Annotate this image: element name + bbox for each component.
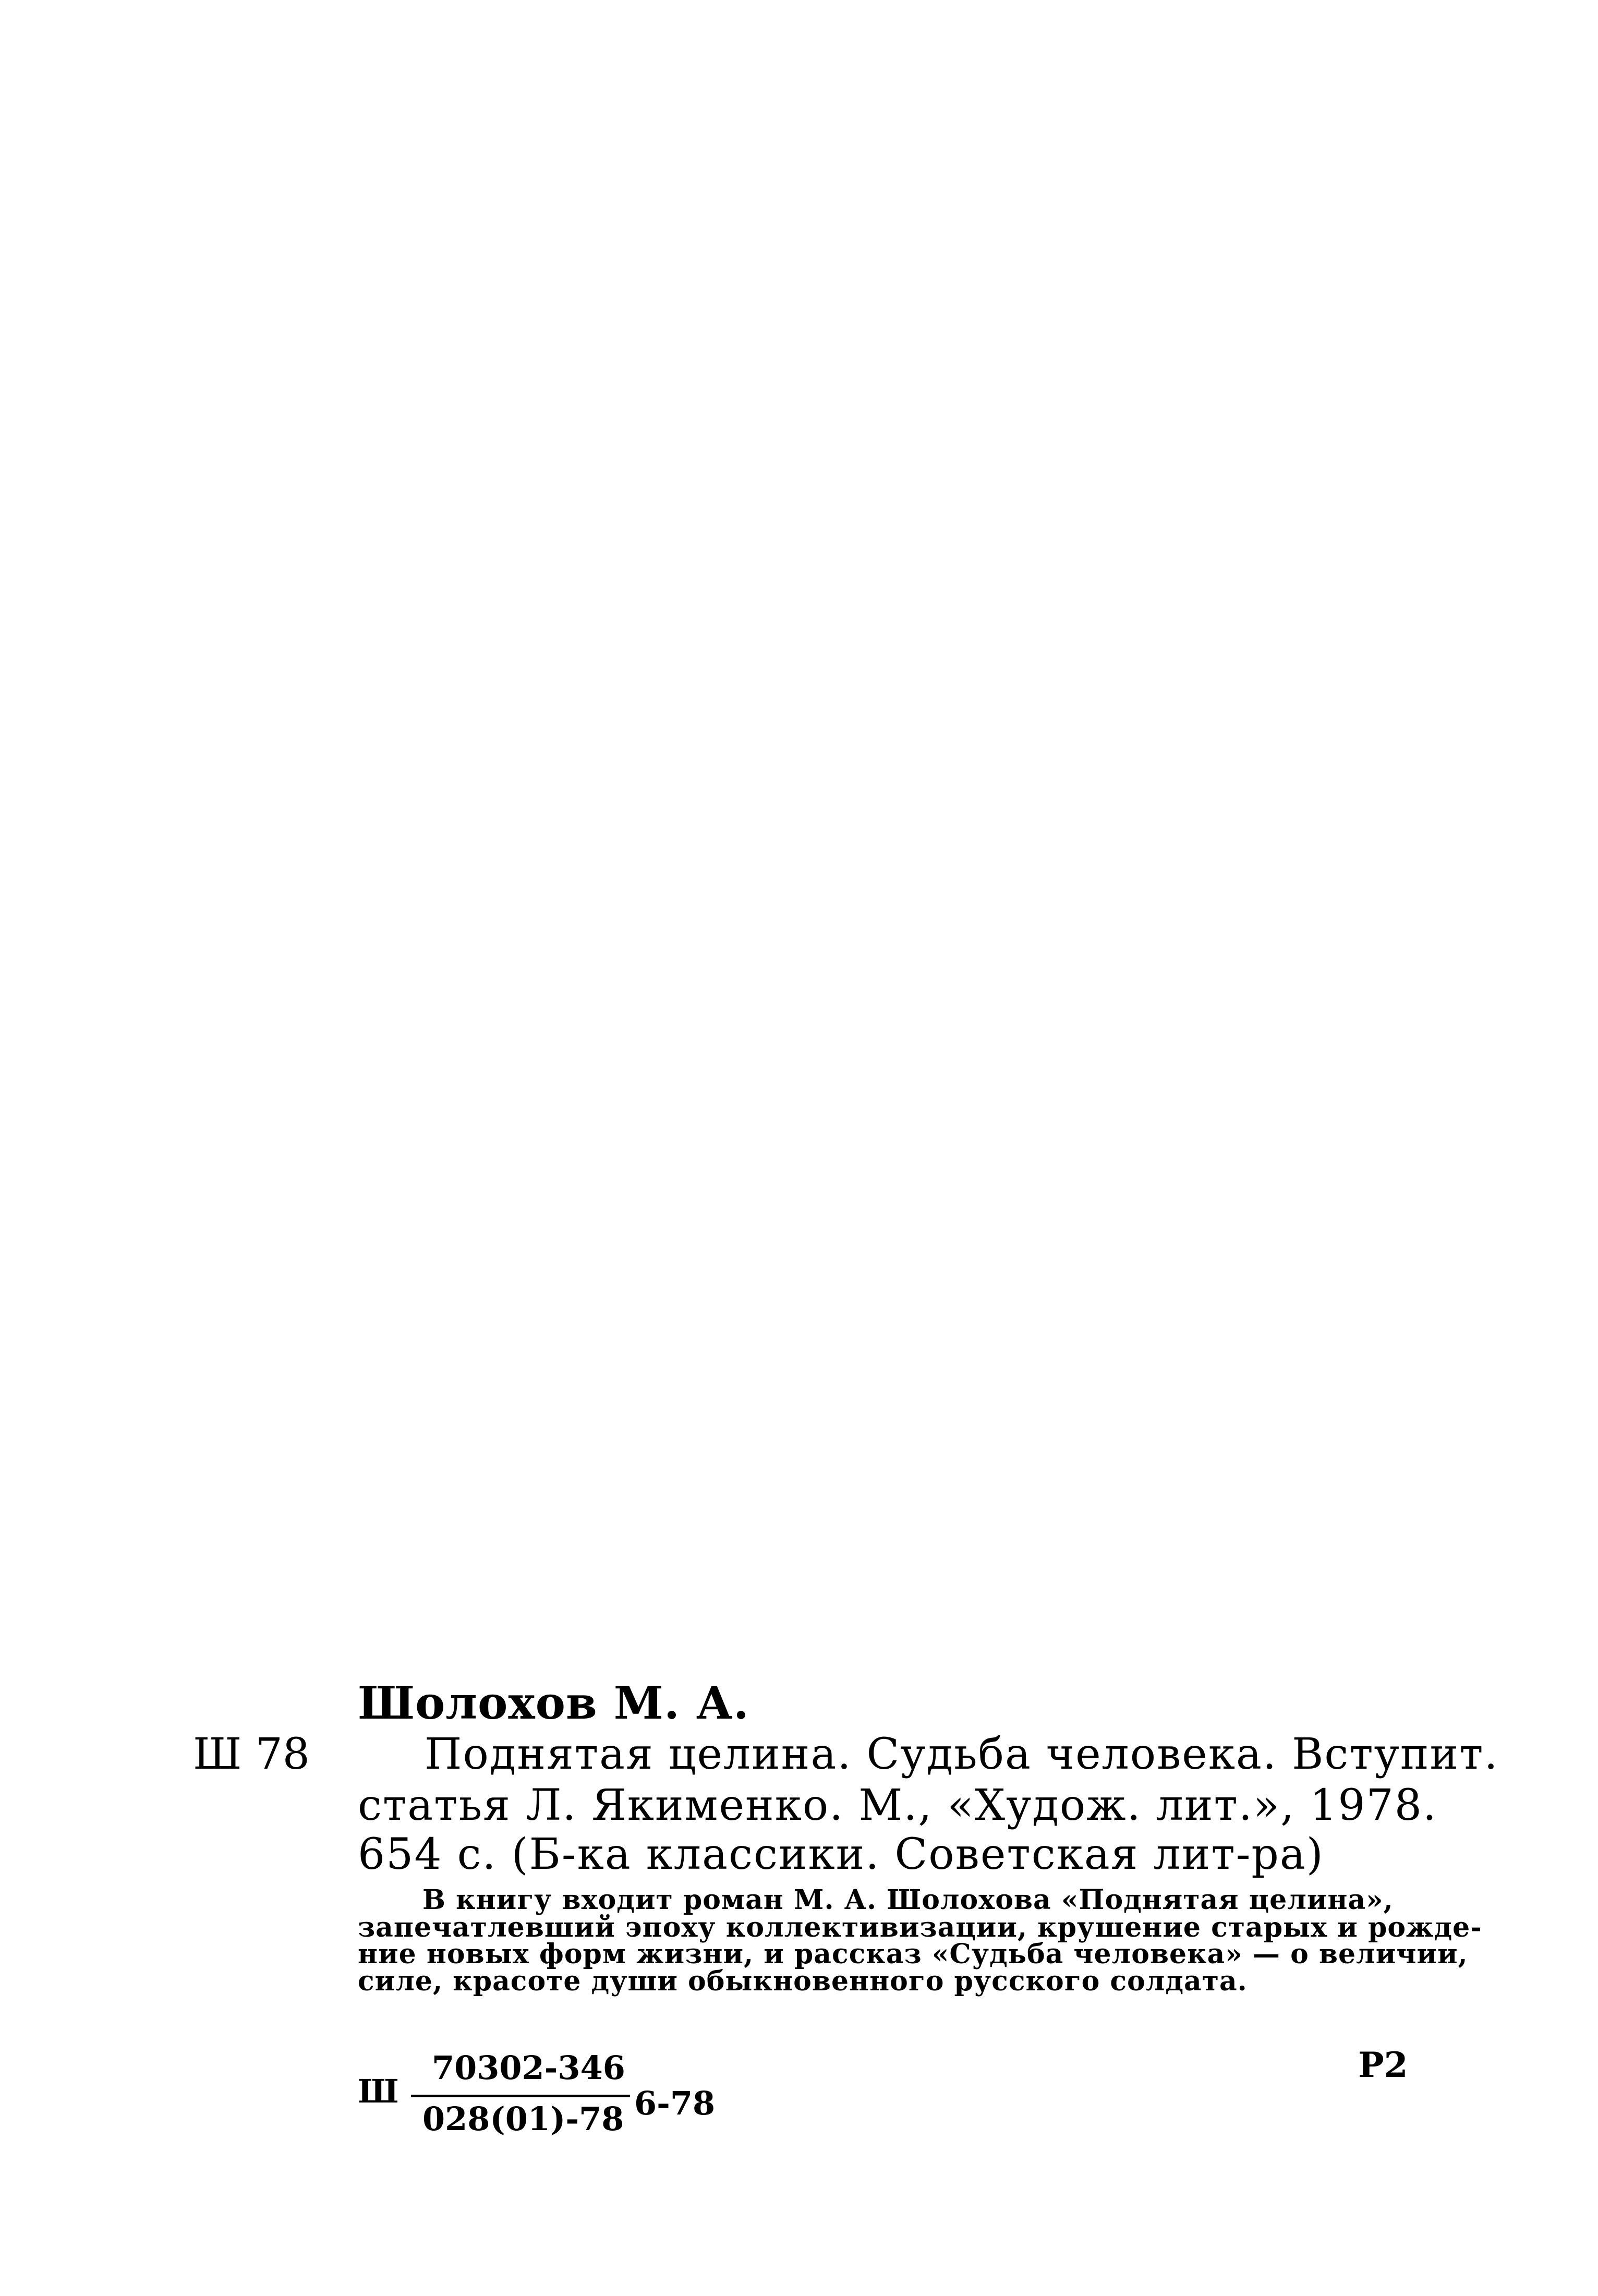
annotation-line-1: В книгу входит роман М. А. Шолохова «Поднятая целина», <box>422 1884 1394 1916</box>
annotation-line-2: запечатлевший эпоху коллективизации, крушение старых и рожде- <box>358 1912 1482 1943</box>
fraction-bar <box>411 2095 630 2097</box>
author-index-code: Ш 78 <box>193 1730 310 1779</box>
bbk-suffix: 6-78 <box>634 2084 716 2122</box>
description-line-1: Поднятая целина. Судьба человека. Вступит. <box>425 1730 1499 1779</box>
description-line-3: 654 с. (Б-ка классики. Советская лит-ра) <box>358 1830 1324 1879</box>
annotation-line-4: силе, красоте души обыкновенного русского солдата. <box>358 1965 1248 1997</box>
classification-code: Р2 <box>1358 2045 1408 2085</box>
author-name: Шолохов М. А. <box>358 1677 749 1730</box>
annotation-line-3: ние новых форм жизни, и рассказ «Судьба человека» — о величии, <box>358 1938 1468 1970</box>
bbk-numerator: 70302-346 <box>432 2049 625 2087</box>
bbk-denominator: 028(01)-78 <box>422 2100 624 2138</box>
description-line-2: статья Л. Якименко. М., «Худож. лит.», 1978. <box>358 1781 1437 1830</box>
bbk-letter: Ш <box>358 2072 399 2110</box>
